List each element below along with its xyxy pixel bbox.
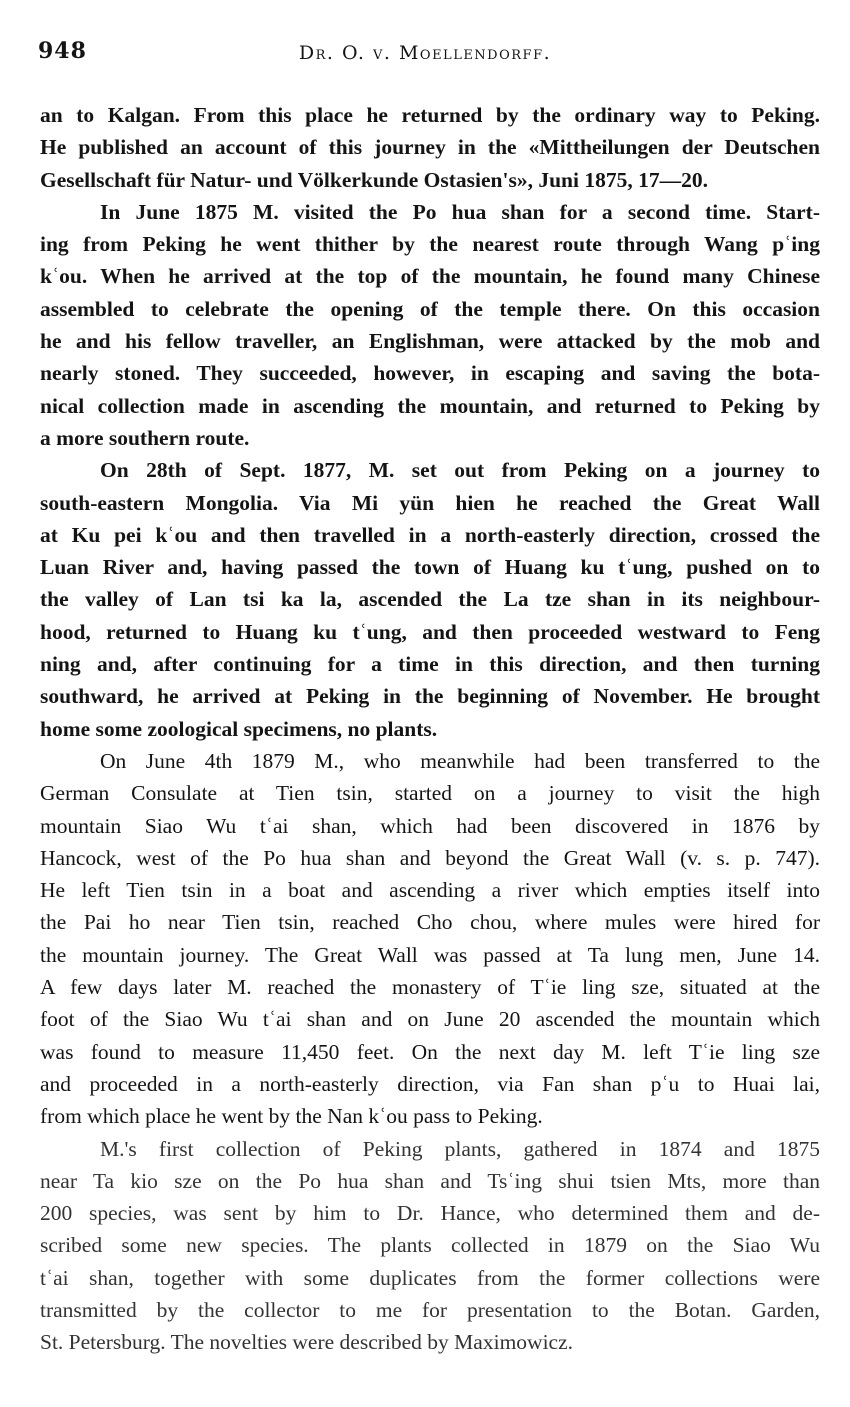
text-line: was found to measure 11,450 feet. On the next day M. left Tʿie ling sze (40, 1039, 820, 1064)
paragraph (40, 196, 820, 454)
text-line: ing from Peking he went thither by the nearest route through Wang pʿing (40, 232, 820, 257)
paragraph (40, 454, 820, 745)
text-line: A few days later M. reached the monastery of Tʿie ling sze, situated at the (40, 975, 820, 1000)
body-text (40, 99, 820, 1359)
text-line: mountain Siao Wu tʿai shan, which had been discovered in 1876 by (40, 813, 820, 838)
text-line: and proceeded in a north-easterly direction, via Fan shan pʿu to Huai lai, (40, 1071, 820, 1096)
text-line: M.'s first collection of Peking plants, gathered in 1874 and 1875 (100, 1136, 820, 1161)
text-line: he and his fellow traveller, an Englishman, were attacked by the mob and (40, 329, 820, 354)
text-line: He published an account of this journey in the «Mittheilungen der Deutschen (40, 135, 820, 160)
text-line: Gesellschaft für Natur- und Völkerkunde Ostasien's», Juni 1875, 17—20. (40, 167, 708, 192)
text-line: On June 4th 1879 M., who meanwhile had been transferred to the (100, 748, 820, 773)
text-line: the Pai ho near Tien tsin, reached Cho chou, where mules were hired for (40, 910, 820, 935)
text-line: assembled to celebrate the opening of the temple there. On this occasion (40, 296, 820, 321)
text-line: from which place he went by the Nan kʿou pass to Peking. (40, 1104, 543, 1129)
text-line: a more southern route. (40, 425, 250, 450)
text-line: hood, returned to Huang ku tʿung, and then proceeded westward to Feng (40, 619, 820, 644)
text-line: ning and, after continuing for a time in this direction, and then turning (40, 652, 820, 677)
paragraph (40, 99, 820, 196)
text-line: southward, he arrived at Peking in the beginning of November. He brought (40, 684, 820, 709)
text-line: nearly stoned. They succeeded, however, in escaping and saving the bota- (40, 361, 820, 386)
text-line: 200 species, was sent by him to Dr. Hance, who determined them and de- (40, 1201, 820, 1226)
text-line: home some zoological specimens, no plants. (40, 716, 438, 741)
text-line: the valley of Lan tsi ka la, ascended the La tze shan in its neighbour- (40, 587, 820, 612)
text-line: at Ku pei kʿou and then travelled in a north-easterly direction, crossed the (40, 522, 820, 547)
text-line: In June 1875 M. visited the Po hua shan for a second time. Start- (100, 199, 820, 224)
page-number: 948 (38, 38, 87, 64)
text-line: south-eastern Mongolia. Via Mi yün hien he reached the Great Wall (40, 490, 820, 515)
text-line: the mountain journey. The Great Wall was passed at Ta lung men, June 14. (40, 942, 820, 967)
text-line: On 28th of Sept. 1877, M. set out from Peking on a journey to (100, 458, 820, 483)
text-line: near Ta kio sze on the Po hua shan and Tsʿing shui tsien Mts, more than (40, 1168, 820, 1193)
text-line: He left Tien tsin in a boat and ascending a river which empties itself into (40, 878, 820, 903)
text-line: an to Kalgan. From this place he returned by the ordinary way to Peking. (40, 103, 820, 127)
text-line: nical collection made in ascending the mountain, and returned to Peking by (40, 393, 820, 418)
text-line: transmitted by the collector to me for presentation to the Botan. Garden, (40, 1297, 820, 1322)
page-header (38, 38, 812, 72)
text-line: German Consulate at Tien tsin, started on a journey to visit the high (40, 781, 820, 806)
text-line: scribed some new species. The plants collected in 1879 on the Siao Wu (40, 1233, 820, 1258)
text-line: kʿou. When he arrived at the top of the mountain, he found many Chinese (40, 264, 820, 289)
paragraph (40, 745, 820, 1133)
text-line: Luan River and, having passed the town of Huang ku tʿung, pushed on to (40, 555, 820, 580)
paragraph (40, 1133, 820, 1359)
text-line: St. Petersburg. The novelties were described by Maximowicz. (40, 1330, 573, 1355)
text-line: tʿai shan, together with some duplicates from the former collections were (40, 1265, 820, 1290)
running-head-text: Dr. O. v. Moellendorff. (298, 42, 552, 64)
text-line: foot of the Siao Wu tʿai shan and on June 20 ascended the mountain which (40, 1007, 820, 1032)
text-line: Hancock, west of the Po hua shan and beyond the Great Wall (v. s. p. 747). (40, 845, 820, 870)
running-head (38, 42, 812, 64)
